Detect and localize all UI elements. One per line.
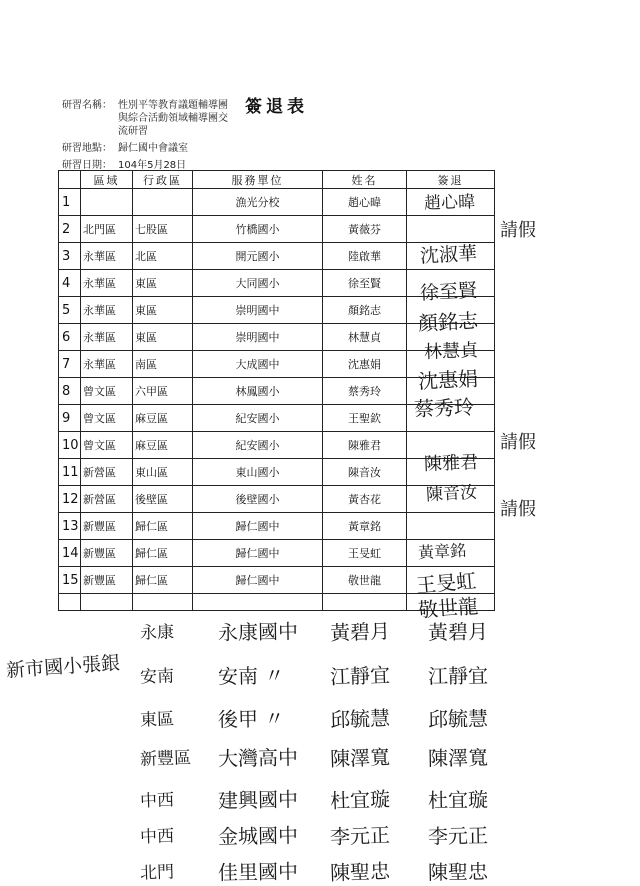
cell-district: 東區	[133, 270, 193, 297]
cell-name: 沈惠娟	[323, 351, 407, 378]
cell-no: 9	[59, 405, 81, 432]
meta-value: 歸仁國中會議室	[118, 143, 188, 154]
cell-no: 2	[59, 216, 81, 243]
cell-blank	[133, 594, 193, 611]
hw-unit: 安南 〃	[217, 663, 285, 689]
signature-10: 陳雅君	[423, 452, 479, 475]
leave-note-row-12: 請假	[500, 499, 536, 520]
cell-blank	[59, 594, 81, 611]
cell-blank	[81, 594, 133, 611]
cell-district: 歸仁區	[133, 540, 193, 567]
page-title: 簽退表	[245, 97, 308, 117]
col-header-district: 行政區	[133, 171, 193, 189]
cell-blank	[323, 594, 407, 611]
meta-row-course-cont	[62, 112, 228, 125]
hw-name: 李元正	[329, 822, 391, 850]
hw-name: 陳澤寬	[329, 744, 391, 772]
cell-unit: 紀安國小	[193, 432, 323, 459]
signature-4: 徐至賢	[419, 279, 478, 305]
cell-unit: 大成國中	[193, 351, 323, 378]
cell-no: 13	[59, 513, 81, 540]
cell-no: 15	[59, 567, 81, 594]
cell-district: 東山區	[133, 459, 193, 486]
hw-unit: 金城國中	[217, 823, 299, 849]
hw-signature: 邱毓慧	[427, 706, 489, 732]
hw-name: 邱毓慧	[329, 705, 391, 733]
meta-value: 與綜合活動領域輔導團交	[118, 113, 228, 124]
meta-value: 流研習	[118, 126, 148, 137]
cell-district: 後壁區	[133, 486, 193, 513]
cell-no: 7	[59, 351, 81, 378]
hw-unit: 大灣高中	[217, 745, 299, 771]
cell-area: 新豐區	[81, 540, 133, 567]
meta-value: 104年5月28日	[118, 160, 187, 171]
signature-8: 蔡秀玲	[413, 394, 475, 422]
cell-no: 10	[59, 432, 81, 459]
cell-unit: 紀安國小	[193, 405, 323, 432]
hw-area: 安南	[139, 666, 175, 688]
cell-name: 陸啟華	[323, 243, 407, 270]
cell-district: 六甲區	[133, 378, 193, 405]
meta-row-course	[62, 99, 228, 112]
cell-area: 永華區	[81, 324, 133, 351]
cell-district: 七股區	[133, 216, 193, 243]
hw-area: 中西	[139, 826, 175, 848]
cell-name: 王聖欽	[323, 405, 407, 432]
hw-name: 杜宜璇	[329, 786, 391, 814]
hw-name: 江靜宜	[329, 662, 391, 690]
cell-signature	[407, 513, 495, 540]
signature-3: 沈淑華	[419, 242, 478, 268]
cell-area: 曾文區	[81, 378, 133, 405]
cell-district: 南區	[133, 351, 193, 378]
cell-area: 新營區	[81, 486, 133, 513]
cell-unit: 歸仁國中	[193, 540, 323, 567]
signature-11: 陳音汝	[425, 482, 478, 506]
leave-note-row-9: 請假	[500, 432, 536, 453]
cell-district: 歸仁區	[133, 567, 193, 594]
cell-name: 徐至賢	[323, 270, 407, 297]
cell-unit: 漁光分校	[193, 189, 323, 216]
hw-name: 黃碧月	[329, 618, 391, 646]
cell-no: 14	[59, 540, 81, 567]
cell-area: 新豐區	[81, 567, 133, 594]
hw-signature: 杜宜璇	[427, 787, 489, 813]
cell-district: 東區	[133, 324, 193, 351]
signature-14: 王旻虹	[415, 568, 478, 598]
cell-area: 北門區	[81, 216, 133, 243]
cell-no: 4	[59, 270, 81, 297]
cell-area	[81, 189, 133, 216]
hw-area: 中西	[139, 790, 175, 812]
cell-area: 新豐區	[81, 513, 133, 540]
cell-unit: 崇明國中	[193, 324, 323, 351]
cell-no: 11	[59, 459, 81, 486]
cell-name: 趙心暐	[323, 189, 407, 216]
col-header-area: 區域	[81, 171, 133, 189]
cell-no: 5	[59, 297, 81, 324]
cell-area: 永華區	[81, 270, 133, 297]
table-row	[59, 216, 495, 243]
hw-signature: 陳澤寬	[427, 745, 489, 771]
signature-7: 沈惠娟	[417, 366, 479, 394]
hw-area: 永康	[139, 622, 175, 644]
col-header-unit: 服務單位	[193, 171, 323, 189]
cell-name: 敬世龍	[323, 567, 407, 594]
cell-unit: 後壁國小	[193, 486, 323, 513]
signature-13: 黃章銘	[417, 540, 467, 563]
meta-value: 性別平等教育議題輔導團	[118, 100, 228, 111]
meta-row-location	[62, 142, 228, 155]
cell-name: 黃薇芬	[323, 216, 407, 243]
cell-blank	[193, 594, 323, 611]
hw-area: 東區	[139, 709, 175, 731]
cell-area: 永華區	[81, 243, 133, 270]
cell-unit: 歸仁國中	[193, 567, 323, 594]
meta-row-course-cont2	[62, 125, 228, 138]
cell-name: 黃章銘	[323, 513, 407, 540]
table-header-row	[59, 171, 495, 189]
meta-label: 研習地點：	[62, 143, 112, 154]
cell-name: 黃杏花	[323, 486, 407, 513]
cell-name: 陳音汝	[323, 459, 407, 486]
hw-signature: 李元正	[427, 823, 489, 849]
signature-5: 顏銘志	[417, 308, 479, 336]
hw-signature: 黃碧月	[427, 619, 489, 645]
cell-name: 陳雅君	[323, 432, 407, 459]
cell-area: 永華區	[81, 351, 133, 378]
hw-unit: 後甲 〃	[217, 706, 285, 732]
cell-no: 12	[59, 486, 81, 513]
hw-name: 陳聖忠	[329, 858, 391, 886]
cell-unit: 東山國小	[193, 459, 323, 486]
signature-6: 林慧貞	[423, 340, 479, 363]
hw-unit: 建興國中	[217, 787, 299, 813]
cell-area: 永華區	[81, 297, 133, 324]
cell-no: 1	[59, 189, 81, 216]
hw-area: 北門	[139, 862, 175, 884]
meta-label: 研習名稱：	[62, 100, 112, 111]
hw-unit: 永康國中	[217, 619, 299, 645]
table-row	[59, 513, 495, 540]
cell-district: 北區	[133, 243, 193, 270]
leave-note-row-2: 請假	[500, 220, 536, 241]
meta-block	[62, 99, 228, 172]
left-margin-note: 新市國小張銀	[5, 652, 121, 682]
cell-name: 王旻虹	[323, 540, 407, 567]
cell-name: 蔡秀玲	[323, 378, 407, 405]
cell-no: 6	[59, 324, 81, 351]
cell-unit: 開元國小	[193, 243, 323, 270]
cell-unit: 大同國小	[193, 270, 323, 297]
hw-signature: 陳聖忠	[427, 859, 489, 885]
cell-name: 顏銘志	[323, 297, 407, 324]
col-header-no	[59, 171, 81, 189]
cell-area: 新營區	[81, 459, 133, 486]
cell-unit: 林鳳國小	[193, 378, 323, 405]
cell-district: 麻豆區	[133, 405, 193, 432]
signature-15: 敬世龍	[417, 593, 479, 623]
cell-district	[133, 189, 193, 216]
cell-district: 歸仁區	[133, 513, 193, 540]
cell-unit: 歸仁國中	[193, 513, 323, 540]
cell-unit: 崇明國中	[193, 297, 323, 324]
hw-signature: 江靜宜	[427, 663, 489, 689]
cell-area: 曾文區	[81, 405, 133, 432]
signature-1: 趙心暐	[423, 192, 476, 214]
cell-no: 3	[59, 243, 81, 270]
cell-name: 林慧貞	[323, 324, 407, 351]
cell-signature	[407, 216, 495, 243]
cell-unit: 竹橋國小	[193, 216, 323, 243]
col-header-signature: 簽退	[407, 171, 495, 189]
cell-area: 曾文區	[81, 432, 133, 459]
col-header-name: 姓名	[323, 171, 407, 189]
cell-no: 8	[59, 378, 81, 405]
meta-label: 研習日期：	[62, 160, 112, 171]
hw-unit: 佳里國中	[217, 859, 299, 885]
cell-district: 麻豆區	[133, 432, 193, 459]
cell-district: 東區	[133, 297, 193, 324]
hw-area: 新豐區	[139, 748, 192, 770]
